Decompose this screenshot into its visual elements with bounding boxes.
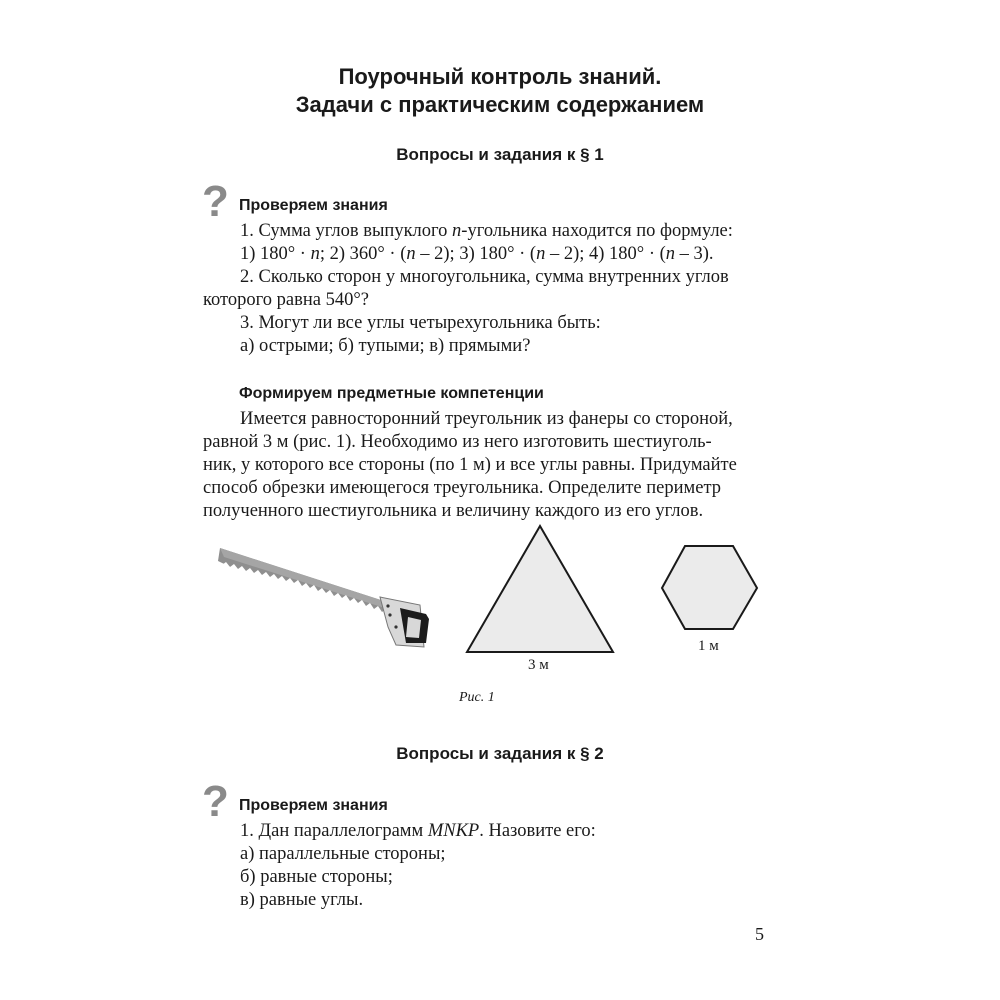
formula-variable: n — [665, 244, 676, 264]
check-knowledge-heading: Проверяем знания — [239, 797, 388, 814]
section-2-questions — [203, 820, 775, 912]
sub-item: в) равные углы. — [240, 890, 364, 910]
question-3-line-2: а) острыми; б) тупыми; в) прямыми? — [240, 336, 531, 356]
competence-task — [203, 408, 775, 523]
q1-text-a: 1. Дан параллелограмм — [240, 821, 428, 841]
check-knowledge-questions — [203, 220, 775, 358]
formula-variable: n — [310, 244, 320, 264]
question-3-line-1: 3. Могут ли все углы четырехугольника быть: — [240, 313, 601, 333]
page-number: 5 — [755, 924, 764, 944]
question-2-line-2: которого равна 540°? — [203, 290, 369, 310]
question-1-options — [203, 243, 775, 266]
triangle-side-label: 3 м — [528, 657, 549, 673]
q1-text-b: . Назовите его: — [479, 821, 596, 841]
section-1-heading: Вопросы и задания к § 1 — [396, 145, 604, 164]
question-mark-icon: ? — [202, 777, 229, 826]
formula-text: 1) 180° · — [240, 244, 311, 264]
formula-variable: n — [536, 244, 546, 264]
question-2-line-1: 2. Сколько сторон у многоугольника, сумма внутренних углов — [240, 267, 729, 287]
q1-variable: n — [452, 221, 462, 241]
formula-text: ; 2) 360° · ( — [319, 244, 407, 264]
task-line: Имеется равносторонний треугольник из фанеры со стороной, — [240, 409, 733, 429]
task-line: равной 3 м (рис. 1). Необходимо из него изготовить шестиуголь- — [203, 432, 712, 452]
page-title-line-1: Поурочный контроль знаний. — [338, 64, 662, 89]
page-title-line-2: Задачи с практическим содержанием — [295, 92, 705, 117]
regular-hexagon-shape — [662, 546, 757, 629]
sub-item: б) равные стороны; — [240, 867, 393, 887]
task-line: способ обрезки имеющегося треугольника. Определите периметр — [203, 478, 721, 498]
figure-1-shapes — [455, 515, 775, 715]
question-mark-icon: ? — [202, 177, 229, 226]
question-1 — [203, 220, 775, 243]
section-2-heading: Вопросы и задания к § 2 — [396, 744, 604, 763]
figure-caption: Рис. 1 — [459, 690, 495, 705]
formula-text: – 2); 4) 180° · ( — [545, 244, 666, 264]
q1-text-b: -угольника находится по формуле: — [461, 221, 733, 241]
competence-heading: Формируем предметные компетенции — [239, 385, 544, 402]
formula-variable: n — [406, 244, 416, 264]
formula-text: – 3). — [675, 244, 714, 264]
sub-item: а) параллельные стороны; — [240, 844, 446, 864]
check-knowledge-heading: Проверяем знания — [239, 197, 388, 214]
formula-text: – 2); 3) 180° · ( — [415, 244, 537, 264]
task-line: ник, у которого все стороны (по 1 м) и все углы равны. Придумайте — [203, 455, 737, 475]
task-line: полученного шестиугольника и величину каждого из его углов. — [203, 501, 704, 521]
equilateral-triangle-shape — [467, 526, 613, 652]
parallelogram-name: MNKP — [427, 821, 480, 841]
question-1 — [203, 820, 775, 843]
hexagon-side-label: 1 м — [698, 638, 719, 654]
hand-saw-icon — [200, 535, 450, 665]
q1-text-a: 1. Сумма углов выпуклого — [240, 221, 453, 241]
